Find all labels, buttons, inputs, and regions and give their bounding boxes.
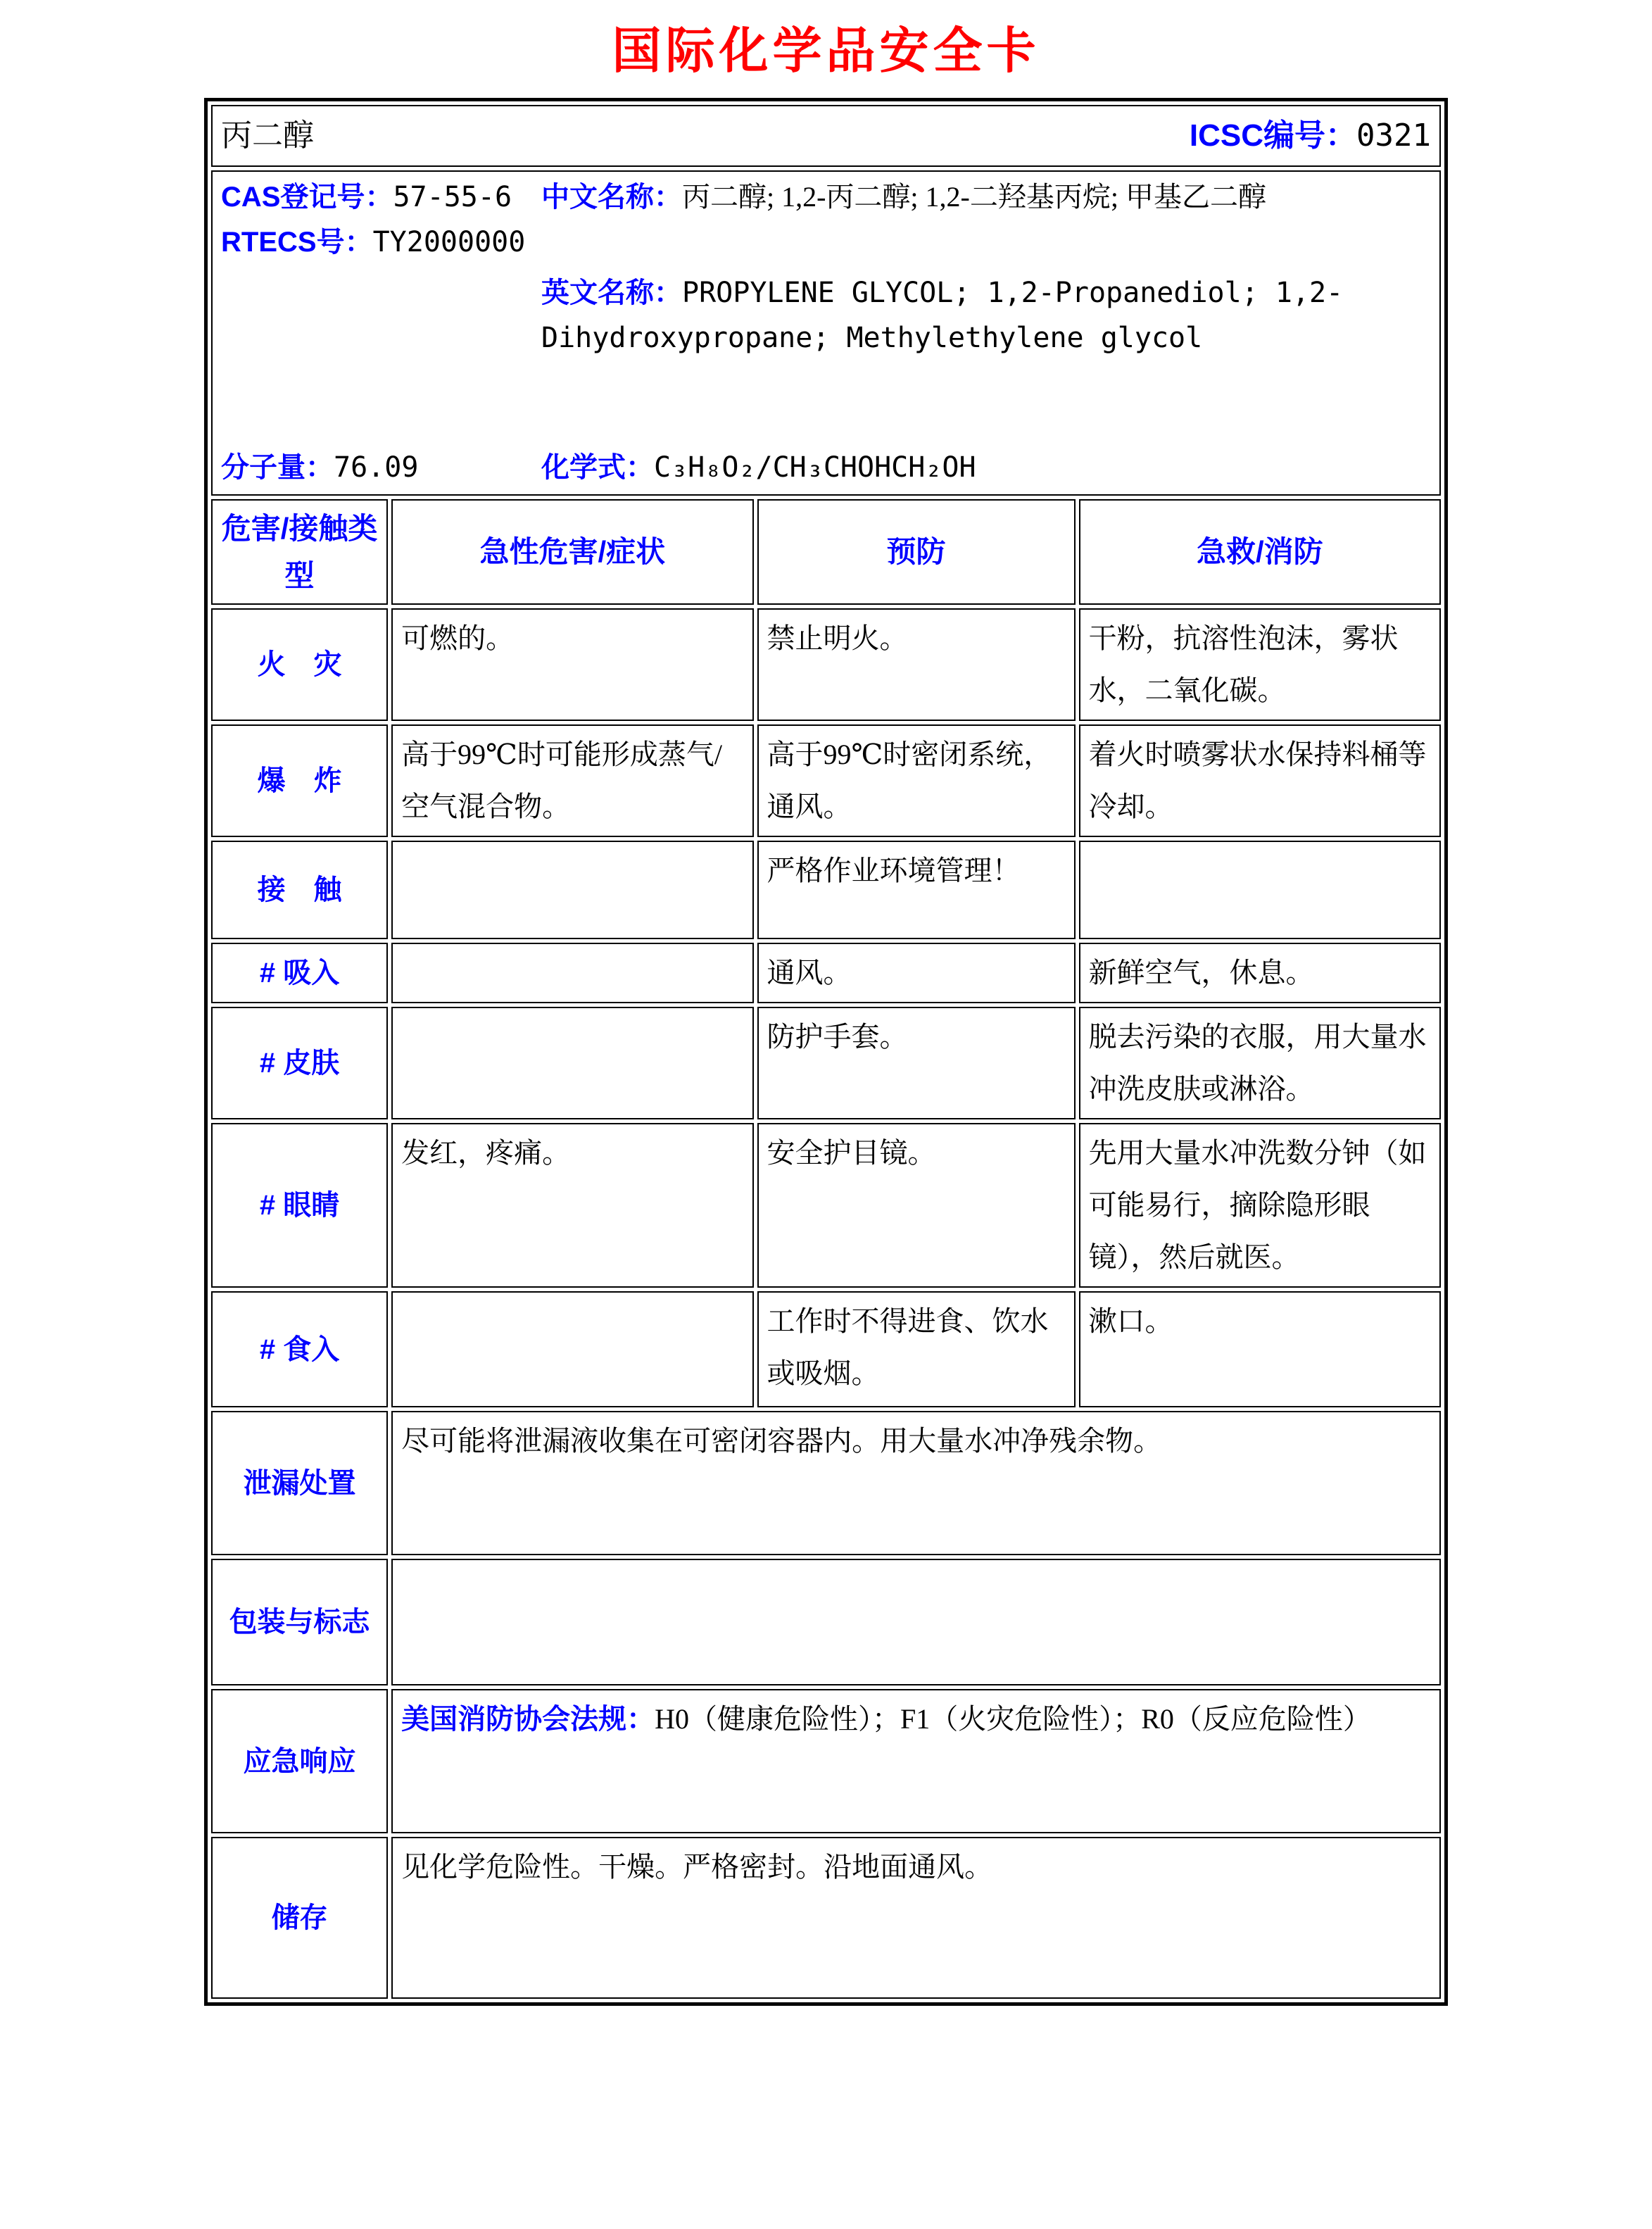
skin-symptoms-cell — [391, 1007, 753, 1119]
cas-line — [221, 175, 541, 220]
cas-label: CAS登记号： — [221, 182, 393, 213]
inhalation-symptoms-cell — [391, 943, 753, 1003]
table-row — [211, 943, 1441, 1003]
eyes-firefighting-cell: 先用大量水冲洗数分钟（如可能易行，摘除隐形眼镜），然后就医。 — [1079, 1123, 1441, 1288]
column-header-firefighting: 急救/消防 — [1079, 499, 1441, 605]
row-label-storage: 储存 — [211, 1837, 388, 1999]
row-label-inhalation: # 吸入 — [211, 943, 388, 1003]
card-header-cell — [211, 105, 1441, 167]
table-row — [211, 1291, 1441, 1407]
molecular-weight-value: 76.09 — [334, 451, 419, 484]
icsc-card — [204, 98, 1448, 2006]
column-header-symptoms: 急性危害/症状 — [391, 499, 753, 605]
chinese-name-value: 丙二醇; 1,2-丙二醇; 1,2-二羟基丙烷; 甲基乙二醇 — [682, 181, 1266, 213]
fire-prevention-cell: 禁止明火。 — [757, 608, 1076, 721]
row-label-eyes: # 眼睛 — [211, 1123, 388, 1288]
english-name-value: PROPYLENE GLYCOL; 1,2-Propanediol; 1,2-Dihydroxypropane; Methylethylene glycol — [541, 277, 1344, 354]
identification-cell — [211, 170, 1441, 496]
explosion-symptoms-cell: 高于99℃时可能形成蒸气/空气混合物。 — [391, 724, 753, 837]
fire-symptoms-cell: 可燃的。 — [391, 608, 753, 721]
table-row — [211, 1411, 1441, 1555]
exposure-symptoms-cell — [391, 841, 753, 939]
nfpa-value: H0（健康危险性）；F1（火灾危险性）；R0（反应危险性） — [655, 1703, 1371, 1735]
inhalation-prevention-cell: 通风。 — [757, 943, 1076, 1003]
table-row — [211, 608, 1441, 721]
identification-left-column — [221, 175, 541, 490]
storage-content-cell: 见化学危险性。干燥。严格密封。沿地面通风。 — [391, 1837, 1441, 1999]
row-label-exposure: 接 触 — [211, 841, 388, 939]
exposure-firefighting-cell — [1079, 841, 1441, 939]
table-row — [211, 841, 1441, 939]
identification-grid — [221, 175, 1431, 490]
eyes-symptoms-cell: 发红，疼痛。 — [391, 1123, 753, 1288]
rtecs-label: RTECS号： — [221, 227, 373, 258]
rtecs-line — [221, 220, 541, 265]
english-name-line — [541, 270, 1365, 360]
row-label-ingestion: # 食入 — [211, 1291, 388, 1407]
page-title: 国际化学品安全卡 — [612, 21, 1040, 80]
identification-right-column — [541, 175, 1365, 490]
row-label-spillage: 泄漏处置 — [211, 1411, 388, 1555]
table-row — [211, 1837, 1441, 1999]
explosion-firefighting-cell: 着火时喷雾状水保持料桶等冷却。 — [1079, 724, 1441, 837]
chinese-name-label: 中文名称： — [541, 182, 682, 213]
row-label-fire: 火 灾 — [211, 608, 388, 721]
icsc-number-label: ICSC编号： — [1189, 118, 1357, 153]
molecular-weight-label: 分子量： — [221, 452, 334, 483]
eyes-prevention-cell: 安全护目镜。 — [757, 1123, 1076, 1288]
english-name-label: 英文名称： — [541, 277, 682, 308]
icsc-number-value: 0321 — [1356, 118, 1431, 154]
skin-prevention-cell: 防护手套。 — [757, 1007, 1076, 1119]
ingestion-firefighting-cell: 漱口。 — [1079, 1291, 1441, 1407]
column-header-prevention: 预防 — [757, 499, 1076, 605]
row-label-skin: # 皮肤 — [211, 1007, 388, 1119]
emergency-content-cell — [391, 1689, 1441, 1833]
formula-value: C₃H₈O₂/CH₃CHOHCH₂OH — [654, 451, 976, 484]
table-row — [211, 1007, 1441, 1119]
cas-value: 57-55-6 — [393, 181, 512, 213]
rtecs-value: TY2000000 — [372, 226, 526, 258]
row-label-explosion: 爆 炸 — [211, 724, 388, 837]
skin-firefighting-cell: 脱去污染的衣服，用大量水冲洗皮肤或淋浴。 — [1079, 1007, 1441, 1119]
column-header-hazard-type: 危害/接触类型 — [211, 499, 388, 605]
packaging-content-cell — [391, 1559, 1441, 1685]
spillage-content-cell: 尽可能将泄漏液收集在可密闭容器内。用大量水冲净残余物。 — [391, 1411, 1441, 1555]
ingestion-prevention-cell: 工作时不得进食、饮水或吸烟。 — [757, 1291, 1076, 1407]
molecular-weight-line — [221, 445, 541, 490]
formula-line — [541, 445, 1365, 490]
explosion-prevention-cell: 高于99℃时密闭系统，通风。 — [757, 724, 1076, 837]
table-row — [211, 1123, 1441, 1288]
icsc-number-group — [1190, 114, 1431, 158]
chinese-name-line — [541, 175, 1365, 220]
nfpa-label: 美国消防协会法规： — [401, 1704, 655, 1735]
table-row — [211, 1689, 1441, 1833]
ingestion-symptoms-cell — [391, 1291, 753, 1407]
formula-label: 化学式： — [541, 452, 654, 483]
exposure-prevention-cell: 严格作业环境管理！ — [757, 841, 1076, 939]
substance-name: 丙二醇 — [221, 118, 314, 153]
table-row — [211, 1559, 1441, 1685]
card-header — [221, 114, 1431, 158]
row-label-packaging: 包装与标志 — [211, 1559, 388, 1685]
inhalation-firefighting-cell: 新鲜空气，休息。 — [1079, 943, 1441, 1003]
table-row — [211, 724, 1441, 837]
row-label-emergency: 应急响应 — [211, 1689, 388, 1833]
fire-firefighting-cell: 干粉，抗溶性泡沫，雾状水，二氧化碳。 — [1079, 608, 1441, 721]
